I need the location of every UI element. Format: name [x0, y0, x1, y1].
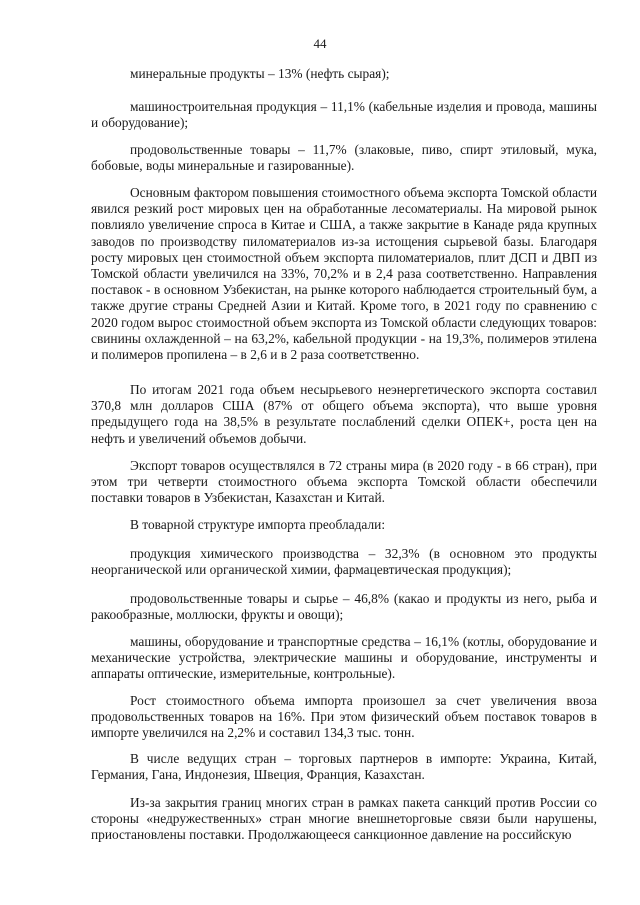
paragraph-chemical-import: продукция химического производства – 32,3% (в основном это продукты неорганической или органической химии, фармацевтическая продукция);: [91, 546, 597, 578]
paragraph-export-countries: Экспорт товаров осуществлялся в 72 страны мира (в 2020 году - в 66 стран), при этом три четверти стоимостного объема экспорта Томской области обеспечили поставки товаров в Узбекистан, Казахстан и Китай.: [91, 458, 597, 506]
paragraph-mineral-products: минеральные продукты – 13% (нефть сырая);: [130, 66, 390, 81]
paragraph-import-structure-heading: В товарной структуре импорта преобладали:: [130, 517, 386, 532]
paragraph-import-partners: В числе ведущих стран – торговых партнеров в импорте: Украина, Китай, Германия, Гана, Индонезия, Швеция, Франция, Казахстан.: [91, 751, 597, 783]
paragraph-machinery-export: машиностроительная продукция – 11,1% (кабельные изделия и провода, машины и оборудование);: [91, 99, 597, 131]
page-number: 44: [313, 36, 327, 51]
paragraph-food-export: продовольственные товары – 11,7% (злаковые, пиво, спирт этиловый, мука, бобовые, воды минеральные и газированные).: [91, 142, 597, 174]
paragraph-non-resource-export: По итогам 2021 года объем несырьевого неэнергетического экспорта составил 370,8 млн долларов США (87% от общего объема экспорта), что выше уровня предыдущего года на 38,5% в результате послаблений сделки ОПЕК+, роста цен на нефть и увеличений объемов добычи.: [91, 382, 597, 446]
paragraph-sanctions: Из-за закрытия границ многих стран в рамках пакета санкций против России со стороны «недружественных» стран многие внешнеторговые связи были нарушены, приостановлены поставки. Продолжающееся санкционное давление на российскую: [91, 795, 597, 843]
paragraph-import-growth: Рост стоимостного объема импорта произошел за счет увеличения ввоза продовольственных товаров на 16%. При этом физический объем поставок товаров в импорте увеличился на 2,2% и составил 134,3 тыс. тонн.: [91, 693, 597, 741]
paragraph-machinery-import: машины, оборудование и транспортные средства – 16,1% (котлы, оборудование и механические устройства, электрические машины и оборудование, инструменты и аппараты оптические, измерительные, контрольные).: [91, 634, 597, 682]
paragraph-export-growth-factors: Основным фактором повышения стоимостного объема экспорта Томской области явился резкий рост мировых цен на обработанные лесоматериалы. На мировой рынок повлияло увеличение спроса в Китае и США, а также закрытие в Канаде ряда крупных заводов по производству пиломатериалов из-за истощения сырьевой базы. Благодаря росту мировых цен стоимостной объем экспорта пиломатериалов, плит ДСП и ДВП из Томской области увеличился на 33%, 70,2% и в 2,4 раза соответственно. Направления поставок - в основном Узбекистан, на рынке которого наблюдается строительный бум, а также другие страны Средней Азии и Китай. Кроме того, в 2021 году по сравнению с 2020 годом вырос стоимостной объем экспорта из Томской области следующих товаров: свинины охлажденной – на 63,2%, кабельной продукции - на 19,3%, полимеров этилена и полимеров пропилена – в 2,6 и в 2 раза соответственно.: [91, 185, 597, 363]
paragraph-food-import: продовольственные товары и сырье – 46,8% (какао и продукты из него, рыба и ракообразные, моллюски, фрукты и овощи);: [91, 591, 597, 623]
